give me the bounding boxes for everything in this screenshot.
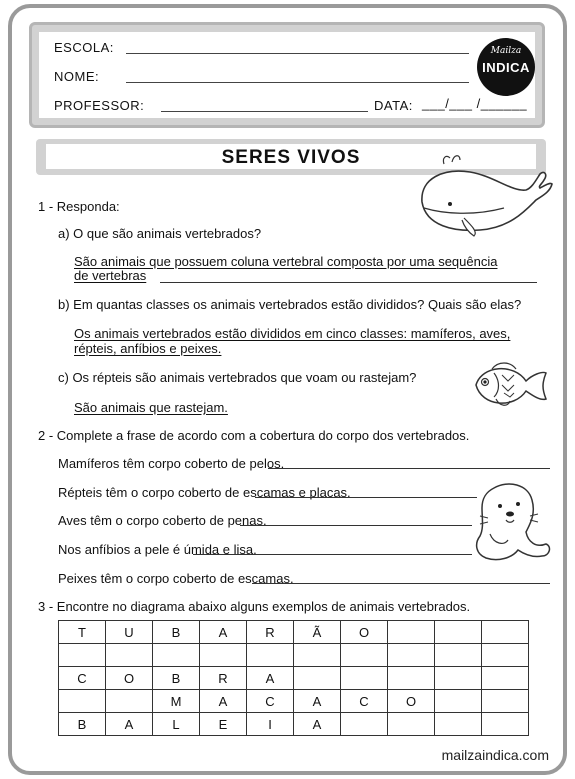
q2-s4-prefix: Nos anfíbios a pele é (58, 542, 184, 557)
logo-line1: Mailza (490, 46, 522, 56)
page-title: SERES VIVOS (221, 147, 361, 168)
q2-s5-answer: escamas. (237, 571, 294, 586)
seal-illustration (472, 478, 554, 568)
grid-cell[interactable] (388, 667, 435, 690)
q2-s3-line[interactable] (240, 525, 472, 526)
grid-cell[interactable]: B (153, 621, 200, 644)
grid-cell[interactable] (294, 644, 341, 667)
grid-cell[interactable]: A (294, 713, 341, 736)
grid-cell[interactable]: Ã (294, 621, 341, 644)
q2-s3-prefix: Aves têm o corpo coberto de (58, 513, 228, 528)
grid-cell[interactable] (482, 713, 529, 736)
grid-row (59, 621, 529, 644)
grid-cell[interactable]: E (200, 713, 247, 736)
grid-cell[interactable] (341, 713, 388, 736)
professor-label: PROFESSOR: (54, 98, 145, 113)
grid-cell[interactable]: B (153, 667, 200, 690)
q2-s4-line[interactable] (193, 554, 472, 555)
q1c-question: c) Os répteis são animais vertebrados que voam ou rastejam? (58, 370, 417, 385)
grid-cell[interactable]: B (59, 713, 106, 736)
grid-cell[interactable] (435, 667, 482, 690)
grid-row (59, 667, 529, 690)
q1c-answer: São animais que rastejam. (74, 400, 228, 415)
q1a-question: a) O que são animais vertebrados? (58, 226, 262, 241)
data-label: DATA: (374, 98, 413, 113)
grid-cell[interactable]: I (247, 713, 294, 736)
q2-s2-prefix: Répteis têm o corpo coberto de (58, 485, 240, 500)
grid-cell[interactable] (106, 644, 153, 667)
nome-line[interactable] (126, 82, 469, 83)
q1b-answer-line2: répteis, anfíbios e peixes. (74, 341, 222, 356)
word-search-grid (58, 620, 529, 736)
grid-cell[interactable] (435, 713, 482, 736)
grid-cell[interactable]: O (388, 690, 435, 713)
q1b-answer-line1: Os animais vertebrados estão divididos em cinco classes: mamíferos, aves, (74, 326, 511, 341)
grid-cell[interactable] (388, 621, 435, 644)
grid-cell[interactable]: A (200, 621, 247, 644)
grid-cell[interactable] (153, 644, 200, 667)
grid-cell[interactable]: M (153, 690, 200, 713)
grid-cell[interactable] (482, 667, 529, 690)
fish-illustration (470, 355, 550, 415)
grid-cell[interactable] (106, 690, 153, 713)
q2-s5-line[interactable] (252, 583, 550, 584)
q2-s2-answer: escamas e placas. (239, 485, 351, 500)
grid-cell[interactable] (341, 644, 388, 667)
q2-s1-prefix: Mamíferos têm corpo coberto de (58, 456, 250, 471)
q2-sentence3 (58, 513, 267, 528)
nome-label: NOME: (54, 69, 100, 84)
grid-cell[interactable]: A (294, 690, 341, 713)
logo-line2: INDICA (482, 60, 530, 75)
q2-s1-answer: pelos. (249, 456, 285, 471)
grid-cell[interactable]: A (106, 713, 153, 736)
grid-cell[interactable]: U (106, 621, 153, 644)
grid-cell[interactable] (482, 644, 529, 667)
escola-line[interactable] (126, 53, 469, 54)
professor-line[interactable] (161, 111, 368, 112)
grid-cell[interactable]: O (341, 621, 388, 644)
grid-row (59, 690, 529, 713)
grid-cell[interactable] (435, 690, 482, 713)
q2-s2-line[interactable] (255, 497, 477, 498)
q1a-answer-line1: São animais que possuem coluna vertebral composta por uma sequência (74, 254, 498, 269)
footer-url: mailzaindica.com (441, 747, 549, 763)
grid-cell[interactable]: A (247, 667, 294, 690)
grid-cell[interactable]: R (247, 621, 294, 644)
escola-label: ESCOLA: (54, 40, 114, 55)
grid-cell[interactable] (388, 644, 435, 667)
grid-cell[interactable] (435, 621, 482, 644)
grid-cell[interactable] (388, 713, 435, 736)
grid-cell[interactable]: C (59, 667, 106, 690)
q3-label: 3 - Encontre no diagrama abaixo alguns exemplos de animais vertebrados. (38, 599, 471, 614)
grid-cell[interactable]: A (200, 690, 247, 713)
grid-cell[interactable] (482, 621, 529, 644)
grid-cell[interactable] (294, 667, 341, 690)
grid-cell[interactable] (200, 644, 247, 667)
q2-s4-answer: úmida e lisa. (183, 542, 257, 557)
grid-cell[interactable]: C (247, 690, 294, 713)
grid-cell[interactable] (247, 644, 294, 667)
q1-label: 1 - Responda: (38, 199, 120, 214)
q1a-answer-line2: de vertebras (74, 268, 147, 283)
whale-illustration (414, 150, 554, 240)
q1b-question: b) Em quantas classes os animais vertebrados estão divididos? Quais são elas? (58, 297, 522, 312)
grid-cell[interactable] (59, 690, 106, 713)
grid-row (59, 713, 529, 736)
q2-sentence1 (58, 456, 284, 471)
q2-s3-answer: penas. (227, 513, 267, 528)
grid-cell[interactable]: L (153, 713, 200, 736)
grid-cell[interactable]: R (200, 667, 247, 690)
grid-cell[interactable]: C (341, 690, 388, 713)
grid-cell[interactable] (59, 644, 106, 667)
grid-cell[interactable]: O (106, 667, 153, 690)
grid-row (59, 644, 529, 667)
grid-cell[interactable] (482, 690, 529, 713)
q2-s5-prefix: Peixes têm o corpo coberto de (58, 571, 238, 586)
q2-label: 2 - Complete a frase de acordo com a cobertura do corpo dos vertebrados. (38, 428, 470, 443)
grid-cell[interactable] (435, 644, 482, 667)
q1a-answer-rule[interactable] (160, 282, 537, 283)
q2-s1-line[interactable] (268, 468, 550, 469)
data-blanks: ___/___ /______ (422, 96, 528, 111)
grid-cell[interactable] (341, 667, 388, 690)
grid-cell[interactable]: T (59, 621, 106, 644)
mailza-indica-logo (477, 38, 535, 96)
